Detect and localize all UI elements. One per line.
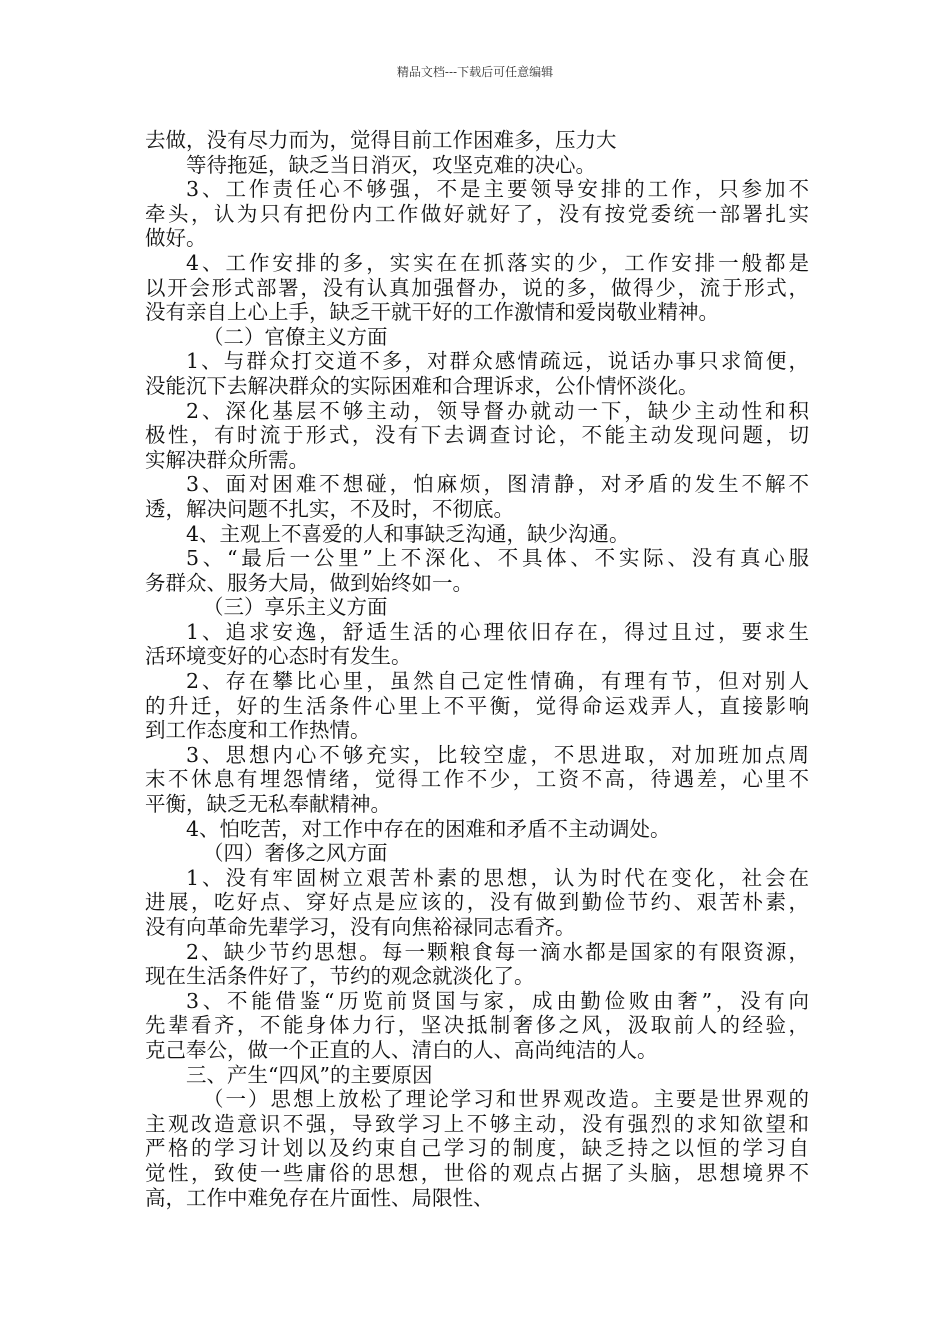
text-line: 严格的学习计划以及约束自己学习的制度，缺乏持之以恒的学习自 xyxy=(145,1136,809,1161)
text-line: 务群众、服务大局，做到始终如一。 xyxy=(145,570,473,595)
page-header: 精品文档---下载后可任意编辑 xyxy=(396,65,554,79)
text-line: 末不休息有埋怨情绪，觉得工作不少，工资不高，待遇差，心里不 xyxy=(145,767,809,792)
text-line: 的升迁，好的生活条件心里上不平衡，觉得命运戏弄人，直接影响 xyxy=(145,693,809,718)
text-line: 觉性，致使一些庸俗的思想，世俗的观点占据了头脑，思想境界不 xyxy=(145,1160,809,1185)
text-line: 现在生活条件好了，节约的观念就淡化了。 xyxy=(145,964,535,989)
text-line: 1、追求安逸，舒适生活的心理依旧存在，得过且过，要求生 xyxy=(186,619,809,644)
text-line: 透，解决问题不扎实，不及时，不彻底。 xyxy=(145,496,514,521)
text-line: 1、与群众打交道不多，对群众感情疏远，说话办事只求简便， xyxy=(186,349,809,374)
text-line: 2、存在攀比心里，虽然自己定性情确，有理有节，但对别人 xyxy=(186,669,809,694)
text-line: 没有向革命先辈学习，没有向焦裕禄同志看齐。 xyxy=(145,915,576,939)
text-line: 3、面对困难不想碰，怕麻烦，图清静，对矛盾的发生不解不 xyxy=(186,472,809,497)
text-line: 做好。 xyxy=(145,226,207,251)
text-line: 平衡，缺乏无私奉献精神。 xyxy=(145,792,391,817)
text-line: 3、工作责任心不够强，不是主要领导安排的工作，只参加不 xyxy=(186,177,809,202)
text-line: 以开会形式部署，没有认真加强督办，说的多，做得少，流于形式， xyxy=(145,275,809,300)
text-line: （三）享乐主义方面 xyxy=(203,595,388,620)
text-line: 4、主观上不喜爱的人和事缺乏沟通，缺少沟通。 xyxy=(186,521,630,546)
text-line: 活环境变好的心态时有发生。 xyxy=(145,644,412,669)
text-line: 3、思想内心不够充实，比较空虚，不思进取，对加班加点周 xyxy=(186,742,809,767)
text-line: 先辈看齐，不能身体力行，坚决抵制奢侈之风，汲取前人的经验， xyxy=(145,1013,809,1038)
text-line: 克己奉公，做一个正直的人、清白的人、高尚纯洁的人。 xyxy=(145,1037,658,1062)
text-line: 去做，没有尽力而为，觉得目前工作困难多，压力大 xyxy=(145,128,617,152)
text-line: 没能沉下去解决群众的实际困难和合理诉求，公仆情怀淡化。 xyxy=(145,373,699,398)
text-line: （四）奢侈之风方面 xyxy=(203,841,388,866)
text-line: 进展，吃好点、穿好点是应该的，没有做到勤俭节约、艰苦朴素， xyxy=(145,890,809,915)
text-line: 实解决群众所需。 xyxy=(145,447,309,472)
text-line: 牵头，认为只有把份内工作做好就好了，没有按党委统一部署扎实 xyxy=(145,201,809,226)
text-line: 极性，有时流于形式，没有下去调查讨论，不能主动发现问题，切 xyxy=(145,423,809,448)
text-line: 4、工作安排的多，实实在在抓落实的少，工作安排一般都是 xyxy=(186,250,809,275)
text-line: 到工作态度和工作热情。 xyxy=(145,718,371,743)
text-line: 没有亲自上心上手，缺乏干就干好的工作激情和爱岗敬业精神。 xyxy=(145,300,719,325)
text-line: 三、产生“四风”的主要原因 xyxy=(186,1062,433,1087)
text-line: 2、缺少节约思想。每一颗粮食每一滴水都是国家的有限资源， xyxy=(186,939,809,964)
text-line: 3、不能借鉴“历览前贤国与家，成由勤俭败由奢”，没有向 xyxy=(186,988,809,1013)
text-line: 高，工作中难免存在片面性、局限性、 xyxy=(145,1185,494,1210)
text-line: 主观改造意识不强，导致学习上不够主动，没有强烈的求知欲望和 xyxy=(145,1111,809,1136)
text-line: 5、“最后一公里”上不深化、不具体、不实际、没有真心服 xyxy=(186,546,809,571)
text-line: 1、没有牢固树立艰苦朴素的思想，认为时代在变化，社会在 xyxy=(186,865,809,890)
text-line: （二）官僚主义方面 xyxy=(203,324,388,349)
text-line: 2、深化基层不够主动，领导督办就动一下，缺少主动性和积 xyxy=(186,398,809,423)
document-body xyxy=(145,128,809,1210)
text-line: 等待拖延，缺乏当日消灭，攻坚克难的决心。 xyxy=(186,152,596,177)
text-line: （一）思想上放松了理论学习和世界观改造。主要是世界观的 xyxy=(203,1087,809,1112)
text-line: 4、怕吃苦，对工作中存在的困难和矛盾不主动调处。 xyxy=(186,816,671,841)
